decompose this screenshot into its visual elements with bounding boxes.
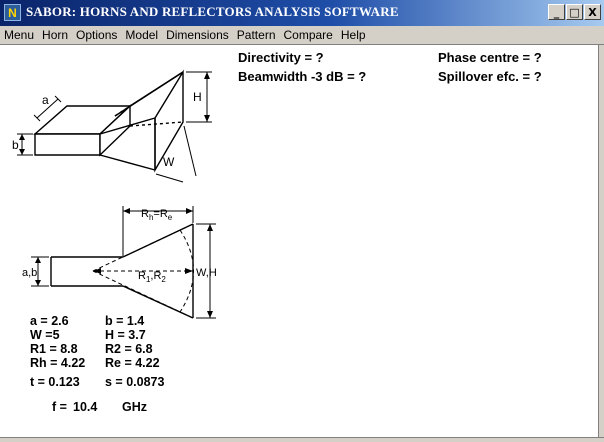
dim-h-label: H xyxy=(193,90,202,104)
menu-help[interactable]: Help xyxy=(340,27,366,42)
param-b: b = 1.4 xyxy=(105,314,145,328)
menu-model[interactable]: Model xyxy=(125,27,159,42)
param-re: Re = 4.22 xyxy=(105,356,160,370)
dim-wh-label: W,H xyxy=(196,267,217,279)
dim-a-label: a xyxy=(42,93,49,107)
dim-ab-label: a,b xyxy=(22,267,38,279)
menu-dimensions[interactable]: Dimensions xyxy=(166,27,229,42)
param-f-value: 10.4 xyxy=(73,400,98,414)
param-w: W =5 xyxy=(30,328,60,342)
menu-menu[interactable]: Menu xyxy=(4,27,35,42)
spillover-result: Spillover efc. = ? xyxy=(438,69,542,84)
beamwidth-result: Beamwidth -3 dB = ? xyxy=(238,69,367,84)
maximize-button[interactable]: □ xyxy=(566,4,583,20)
app-logo-icon[interactable]: N xyxy=(4,4,21,21)
param-t: t = 0.123 xyxy=(30,375,80,389)
phase-centre-result: Phase centre = ? xyxy=(438,50,542,65)
menu-compare[interactable]: Compare xyxy=(283,27,333,42)
param-rh: Rh = 4.22 xyxy=(30,356,86,370)
window-right-border xyxy=(598,45,604,442)
param-f-label: f = xyxy=(52,400,67,414)
dim-b-label: b xyxy=(12,138,19,152)
radius-label: $R_1,R_2$ xyxy=(138,270,166,284)
dim-w-label: W xyxy=(163,155,175,169)
menu-horn[interactable]: Horn xyxy=(42,27,69,42)
slant-length-label: $R_h=R_e$ xyxy=(141,208,173,222)
param-r1: R1 = 8.8 xyxy=(30,342,78,356)
directivity-result: Directivity = ? xyxy=(238,50,324,65)
param-f-unit: GHz xyxy=(122,400,147,414)
minimize-button[interactable]: _ xyxy=(548,4,565,20)
menu-options[interactable]: Options xyxy=(76,27,118,42)
param-h: H = 3.7 xyxy=(105,328,146,342)
param-r2: R2 = 6.8 xyxy=(105,342,153,356)
window-title: SABOR: HORNS AND REFLECTORS ANALYSIS SOFTWARE xyxy=(26,4,399,19)
param-a: a = 2.6 xyxy=(30,314,69,328)
menu-pattern[interactable]: Pattern xyxy=(236,27,276,42)
close-button[interactable]: X xyxy=(584,4,601,20)
param-s: s = 0.0873 xyxy=(105,375,165,389)
window-bottom-border xyxy=(0,437,604,442)
